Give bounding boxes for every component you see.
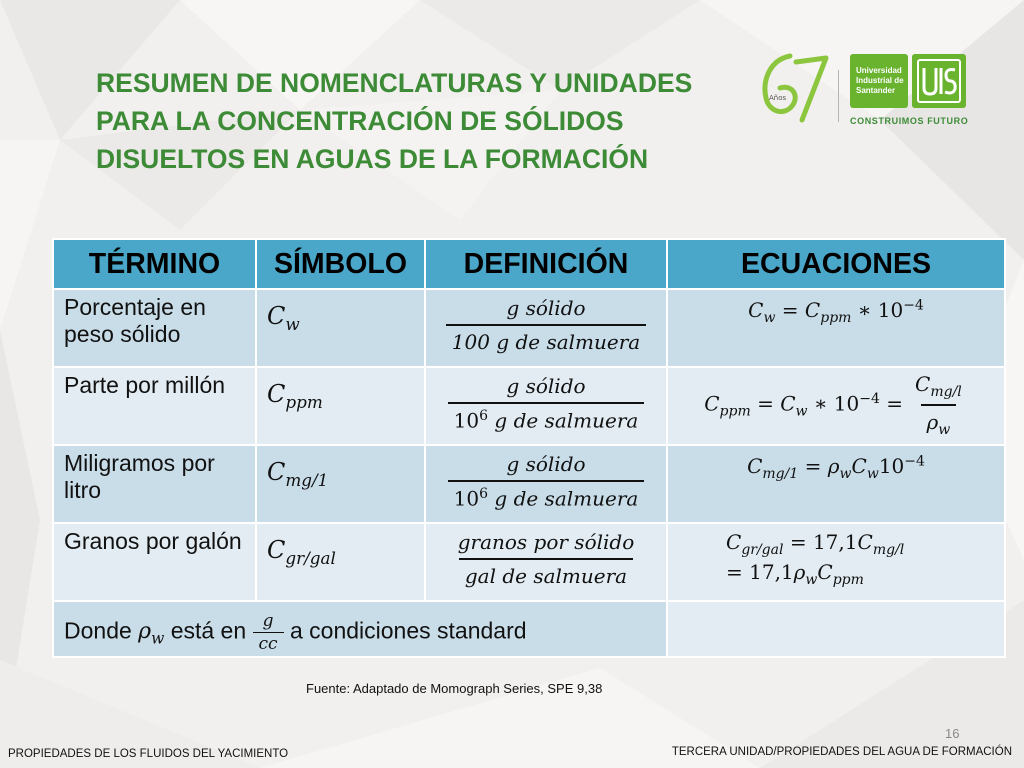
note-cell	[53, 601, 667, 657]
title-line-1: RESUMEN DE NOMENCLATURAS Y UNIDADES	[96, 68, 693, 98]
note-symbol: $\rho_w$	[138, 619, 165, 648]
definition-denominator: $10^6$ g de salmuera	[448, 480, 645, 511]
note-suffix: a condiciones standard	[289, 617, 527, 644]
footer-left: PROPIEDADES DE LOS FLUIDOS DEL YACIMIENTO	[8, 748, 289, 760]
equation-cell	[667, 289, 1005, 367]
term-cell: Miligramos por litro	[53, 445, 256, 523]
equation: $C_{mg/1} = \rho_wC_w10^{-4}$	[747, 453, 925, 482]
header-term: TÉRMINO	[53, 239, 256, 289]
anniversary-word: Años	[769, 94, 787, 102]
symbol-cell: $C_{mg/1}$	[256, 445, 425, 523]
table-row	[53, 367, 1005, 445]
logo-divider	[838, 70, 839, 122]
title-line-3: DISUELTOS EN AGUAS DE LA FORMACIÓN	[96, 144, 649, 174]
definition-fraction	[448, 374, 645, 433]
symbol-cell: $C_w$	[256, 289, 425, 367]
definition-numerator: g sólido	[506, 374, 586, 398]
definition-denominator: $10^6$ g de salmuera	[448, 402, 645, 433]
note-unit-den: cc	[253, 632, 284, 654]
title-line-2: PARA LA CONCENTRACIÓN DE SÓLIDOS	[96, 106, 624, 136]
equation-line-2: = $17,1\rho_wC_{ppm}$	[726, 560, 864, 588]
definition-fraction	[448, 452, 645, 511]
equation: $C_{ppm} = C_w$ ∗ $10^{-4}$ = $\frac{C_{mg/l}}{\rho_w}$	[704, 372, 962, 438]
definition-cell	[425, 367, 667, 445]
slide-title	[96, 64, 756, 178]
definition-cell	[425, 289, 667, 367]
note-unit-fraction	[253, 611, 284, 654]
university-logo	[756, 50, 972, 130]
note-row	[53, 601, 1005, 657]
note-prefix: Donde	[64, 617, 132, 644]
definition-cell	[425, 445, 667, 523]
term-cell: Granos por galón	[53, 523, 256, 601]
equation-cell	[667, 367, 1005, 445]
anniversary-67-logo	[756, 50, 832, 126]
symbol-cell: $C_{gr/gal}$	[256, 523, 425, 601]
definition-numerator: granos por sólido	[457, 530, 635, 554]
equation: $C_w = C_{ppm}$ ∗ $10^{-4}$	[748, 297, 924, 326]
definition-numerator: g sólido	[506, 296, 586, 320]
page-number: 16	[945, 726, 960, 741]
equation-cell	[667, 445, 1005, 523]
source-note: Fuente: Adaptado de Momograph Series, SPE 9,38	[306, 681, 603, 696]
symbol-cell: $C_{ppm}$	[256, 367, 425, 445]
header-equations: ECUACIONES	[667, 239, 1005, 289]
uis-mark-icon	[912, 54, 966, 108]
term-cell: Parte por millón	[53, 367, 256, 445]
university-name-box	[850, 54, 908, 108]
definition-numerator: g sólido	[506, 452, 586, 476]
header-symbol: SÍMBOLO	[256, 239, 425, 289]
nomenclature-table	[52, 238, 1006, 658]
note-middle: está en	[170, 617, 247, 644]
table-row	[53, 445, 1005, 523]
table-row	[53, 289, 1005, 367]
note-unit-num: g	[262, 610, 274, 631]
footer-right: TERCERA UNIDAD/PROPIEDADES DEL AGUA DE FORMACIÓN	[671, 746, 1012, 758]
table-row	[53, 523, 1005, 601]
university-name: Universidad Industrial de Santander	[856, 66, 904, 95]
definition-denominator: gal de salmuera	[459, 558, 633, 588]
equation-cell	[667, 523, 1005, 601]
term-cell: Porcentaje en peso sólido	[53, 289, 256, 367]
definition-fraction	[446, 296, 646, 354]
equation-line-1: $C_{gr/gal} = 17,1C_{mg/l}$	[726, 530, 905, 558]
definition-fraction	[452, 530, 641, 588]
definition-cell	[425, 523, 667, 601]
table-header-row	[53, 239, 1005, 289]
header-definition: DEFINICIÓN	[425, 239, 667, 289]
note-empty-cell	[667, 601, 1005, 657]
logo-tagline: CONSTRUIMOS FUTURO	[850, 116, 969, 126]
definition-denominator: 100 g de salmuera	[446, 324, 646, 354]
